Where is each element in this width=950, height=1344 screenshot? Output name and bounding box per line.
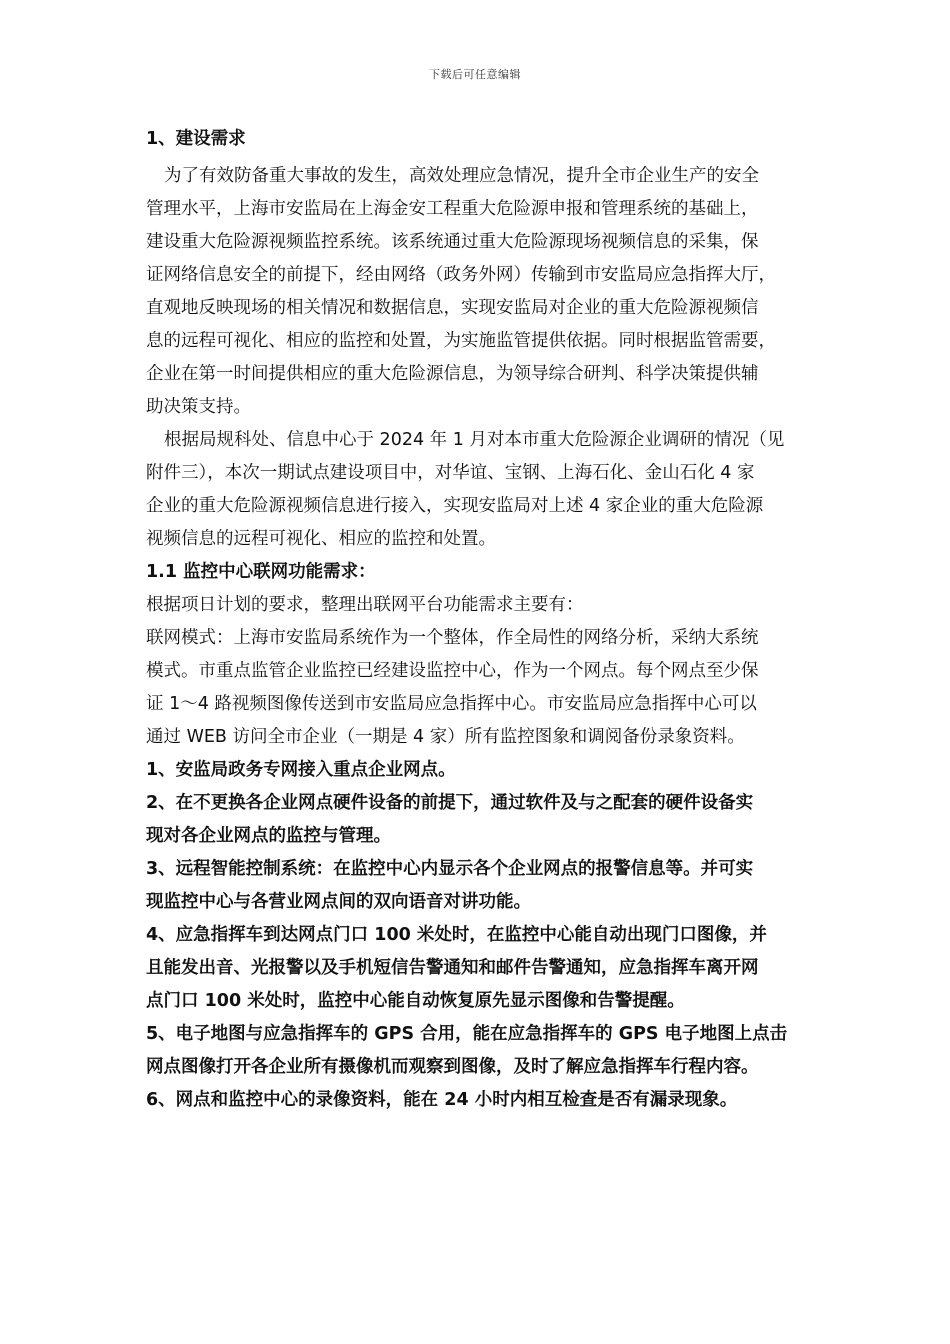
text-line: 为了有效防备重大事故的发生，高效处理应急情况，提升全市企业生产的安全	[164, 166, 759, 186]
list-item-line: 6、网点和监控中心的录像资料，能在 24 小时内相互检查是否有漏录现象。	[146, 1090, 738, 1110]
page-header-note: 下载后可任意编辑	[429, 68, 521, 81]
list-item	[146, 853, 832, 919]
paragraph-pilot	[146, 424, 832, 556]
text-line: 助决策支持。	[146, 397, 251, 417]
list-item	[146, 1084, 832, 1117]
text-line: 通过 WEB 访问全市企业（一期是 4 家）所有监控图象和调阅备份录象资料。	[146, 727, 745, 747]
text-line: 附件三），本次一期试点建设项目中，对华谊、宝钢、上海石化、金山石化 4 家	[146, 463, 755, 483]
list-item-line: 现对各企业网点的监控与管理。	[146, 826, 391, 846]
text-line: 企业在第一时间提供相应的重大危险源信息，为领导综合研判、科学决策提供辅	[146, 364, 759, 384]
list-item-line: 2、在不更换各企业网点硬件设备的前提下，通过软件及与之配套的硬件设备实	[146, 793, 754, 813]
text-line: 直观地反映现场的相关情况和数据信息，实现安监局对企业的重大危险源视频信	[146, 298, 759, 318]
text-line: 建设重大危险源视频监控系统。该系统通过重大危险源现场视频信息的采集，保	[146, 232, 759, 252]
text-line: 企业的重大危险源视频信息进行接入，实现安监局对上述 4 家企业的重大危险源	[146, 496, 764, 516]
list-item-line: 1、安监局政务专网接入重点企业网点。	[146, 760, 456, 780]
list-item	[146, 919, 832, 1018]
subsection-heading: 1.1 监控中心联网功能需求：	[146, 562, 376, 582]
document-body	[146, 124, 832, 1117]
list-item-line: 网点图像打开各企业所有摄像机而观察到图像，及时了解应急指挥车行程内容。	[146, 1057, 759, 1077]
list-item-line: 且能发出音、光报警以及手机短信告警通知和邮件告警通知，应急指挥车离开网	[146, 958, 759, 978]
list-item-line: 4、应急指挥车到达网点门口 100 米处时，在监控中心能自动出现门口图像，并	[146, 925, 767, 945]
list-item	[146, 1018, 832, 1084]
list-item-line: 5、电子地图与应急指挥车的 GPS 合用，能在应急指挥车的 GPS 电子地图上点击	[146, 1024, 788, 1044]
text-line: 根据局规科处、信息中心于 2024 年 1 月对本市重大危险源企业调研的情况（见	[164, 430, 785, 450]
text-line: 模式。市重点监管企业监控已经建设监控中心，作为一个网点。每个网点至少保	[146, 661, 759, 681]
text-line: 息的远程可视化、相应的监控和处置，为实施监管提供依据。同时根据监管需要，	[146, 331, 776, 351]
text-line: 联网模式：上海市安监局系统作为一个整体，作全局性的网络分析，采纳大系统	[146, 628, 759, 648]
list-item-line: 3、远程智能控制系统：在监控中心内显示各个企业网点的报警信息等。并可实	[146, 859, 754, 879]
list-item	[146, 754, 832, 787]
intro-line: 根据项日计划的要求，整理出联网平台功能需求主要有：	[146, 595, 584, 615]
text-line: 证网络信息安全的前提下，经由网络（政务外网）传输到市安监局应急指挥大厅，	[146, 265, 776, 285]
list-item	[146, 787, 832, 853]
text-line: 视频信息的远程可视化、相应的监控和处置。	[146, 529, 496, 549]
list-item-line: 现监控中心与各营业网点间的双向语音对讲功能。	[146, 892, 531, 912]
paragraph-network-mode	[146, 622, 832, 754]
list-item-line: 点门口 100 米处时，监控中心能自动恢复原先显示图像和告警提醒。	[146, 991, 685, 1011]
paragraph-purpose	[146, 160, 832, 424]
text-line: 证 1～4 路视频图像传送到市安监局应急指挥中心。市安监局应急指挥中心可以	[146, 694, 757, 714]
text-line: 管理水平，上海市安监局在上海金安工程重大危险源申报和管理系统的基础上，	[146, 199, 759, 219]
section-heading: 1、建设需求	[146, 129, 246, 149]
requirements-list	[146, 754, 832, 1117]
